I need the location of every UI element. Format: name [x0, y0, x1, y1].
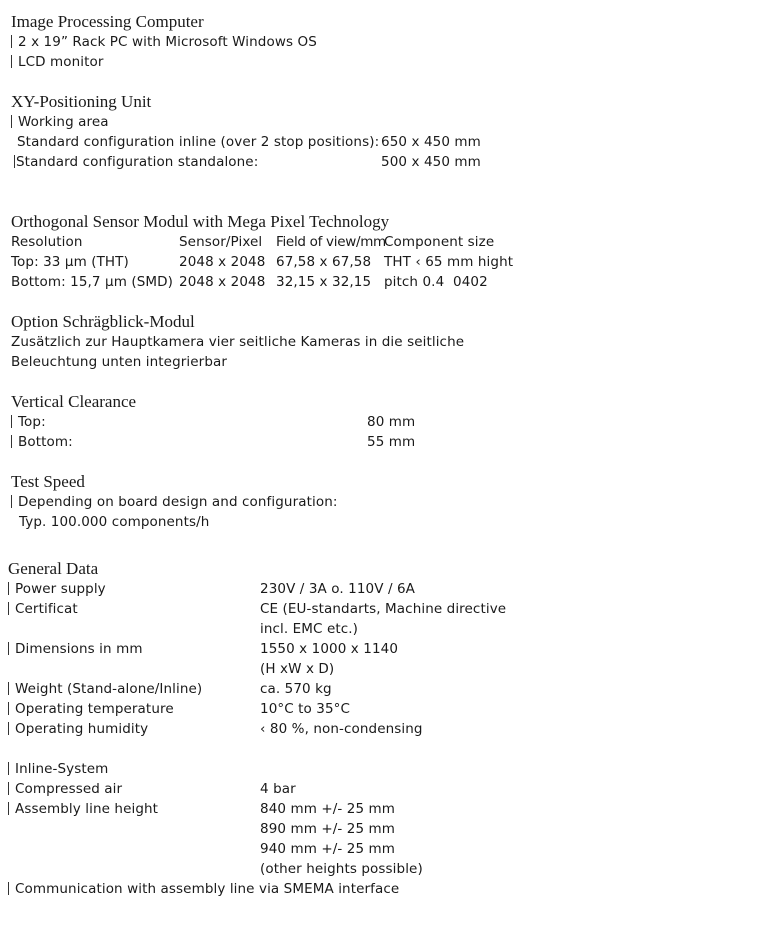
image-processing-heading: Image Processing Computer	[11, 12, 204, 31]
item-text: Bottom:	[18, 434, 73, 450]
option-heading: Option Schrägblick-Modul	[11, 312, 195, 331]
clearance-top-value: 80 mm	[367, 414, 416, 430]
clearance-bottom-value: 55 mm	[367, 434, 416, 450]
temperature-value: 10°C to 35°C	[260, 701, 351, 717]
item-text: Power supply	[15, 581, 106, 597]
item-text: Certificat	[15, 601, 78, 617]
bullet-bar	[8, 722, 9, 735]
image-processing-item	[11, 32, 317, 52]
sensor-cell: THT ‹ 65 mm hight	[384, 254, 514, 270]
inline-system-label	[8, 759, 108, 779]
item-text: 2 x 19” Rack PC with Microsoft Windows OS	[18, 34, 317, 50]
sensor-heading: Orthogonal Sensor Modul with Mega Pixel Technology	[11, 212, 390, 231]
cert-label	[8, 599, 78, 619]
dimensions-value: 1550 x 1000 x 1140	[260, 641, 399, 657]
item-text: Depending on board design and configuration:	[18, 494, 338, 510]
xy-unit-heading: XY-Positioning Unit	[11, 92, 152, 111]
inline-config-label: Standard configuration inline (over 2 stop positions):	[17, 134, 380, 150]
bullet-bar	[8, 702, 9, 715]
line-height-label	[8, 799, 158, 819]
bullet-bar	[11, 115, 12, 128]
inline-config-value: 650 x 450 mm	[381, 134, 481, 150]
humidity-label	[8, 719, 148, 739]
compressed-air-label	[8, 779, 122, 799]
line-height-value: (other heights possible)	[260, 861, 423, 877]
bullet-bar	[11, 55, 12, 68]
bullet-bar	[8, 882, 9, 895]
sensor-cell: 2048 x 2048	[179, 274, 266, 290]
power-value: 230V / 3A o. 110V / 6A	[260, 581, 416, 597]
sensor-cell: Top: 33 µm (THT)	[11, 254, 129, 270]
sensor-col-fov: Field of view/mm	[276, 234, 386, 250]
sensor-cell: 2048 x 2048	[179, 254, 266, 270]
dimensions-label	[8, 639, 143, 659]
dimensions-value: (H xW x D)	[260, 661, 335, 677]
item-text: LCD monitor	[18, 54, 104, 70]
bullet-bar	[8, 602, 9, 615]
humidity-value: ‹ 80 %, non-condensing	[260, 721, 423, 737]
line-height-value: 890 mm +/- 25 mm	[260, 821, 396, 837]
item-text: Assembly line height	[15, 801, 159, 817]
item-text: Working area	[18, 114, 109, 130]
bullet-bar	[8, 802, 9, 815]
sensor-col-pixel: Sensor/Pixel	[179, 234, 263, 250]
option-text: Zusätzlich zur Hauptkamera vier seitliche Kameras in die seitliche	[11, 334, 465, 350]
sensor-col-resolution: Resolution	[11, 234, 83, 250]
sensor-col-component: Component size	[384, 234, 495, 250]
clearance-bottom-label	[11, 432, 73, 452]
communication-line	[8, 879, 399, 899]
text-cursor	[14, 155, 15, 168]
image-processing-item	[11, 52, 104, 72]
item-text: Standard configuration standalone:	[16, 154, 259, 170]
cert-value: incl. EMC etc.)	[260, 621, 359, 637]
sensor-cell: 32,15 x 32,15	[276, 274, 372, 290]
item-text: Communication with assembly line via SMEMA interface	[15, 881, 400, 897]
bullet-bar	[8, 762, 9, 775]
sensor-cell: 67,58 x 67,58	[276, 254, 372, 270]
compressed-air-value: 4 bar	[260, 781, 296, 797]
test-speed-value: Typ. 100.000 components/h	[19, 514, 210, 530]
sensor-cell: Bottom: 15,7 µm (SMD)	[11, 274, 173, 290]
item-text: Dimensions in mm	[15, 641, 143, 657]
test-speed-line	[11, 492, 338, 512]
working-area-label	[11, 112, 109, 132]
standalone-config-value: 500 x 450 mm	[381, 154, 481, 170]
bullet-bar	[11, 415, 12, 428]
bullet-bar	[11, 435, 12, 448]
weight-label	[8, 679, 202, 699]
bullet-bar	[11, 35, 12, 48]
standalone-config-label	[14, 152, 258, 172]
item-text: Operating humidity	[15, 721, 149, 737]
bullet-bar	[11, 495, 12, 508]
line-height-value: 840 mm +/- 25 mm	[260, 801, 396, 817]
item-text: Operating temperature	[15, 701, 174, 717]
weight-value: ca. 570 kg	[260, 681, 332, 697]
item-text: Top:	[18, 414, 46, 430]
temperature-label	[8, 699, 174, 719]
item-text: Weight (Stand-alone/Inline)	[15, 681, 203, 697]
bullet-bar	[8, 782, 9, 795]
line-height-value: 940 mm +/- 25 mm	[260, 841, 396, 857]
bullet-bar	[8, 682, 9, 695]
item-text: Compressed air	[15, 781, 123, 797]
option-text: Beleuchtung unten integrierbar	[11, 354, 228, 370]
bullet-bar	[8, 642, 9, 655]
clearance-top-label	[11, 412, 46, 432]
clearance-heading: Vertical Clearance	[11, 392, 137, 411]
general-heading: General Data	[8, 559, 99, 578]
cert-value: CE (EU-standarts, Machine directive	[260, 601, 507, 617]
test-speed-heading: Test Speed	[11, 472, 85, 491]
sensor-cell: pitch 0.4 0402	[384, 274, 488, 290]
item-text: Inline-System	[15, 761, 109, 777]
power-label	[8, 579, 106, 599]
bullet-bar	[8, 582, 9, 595]
